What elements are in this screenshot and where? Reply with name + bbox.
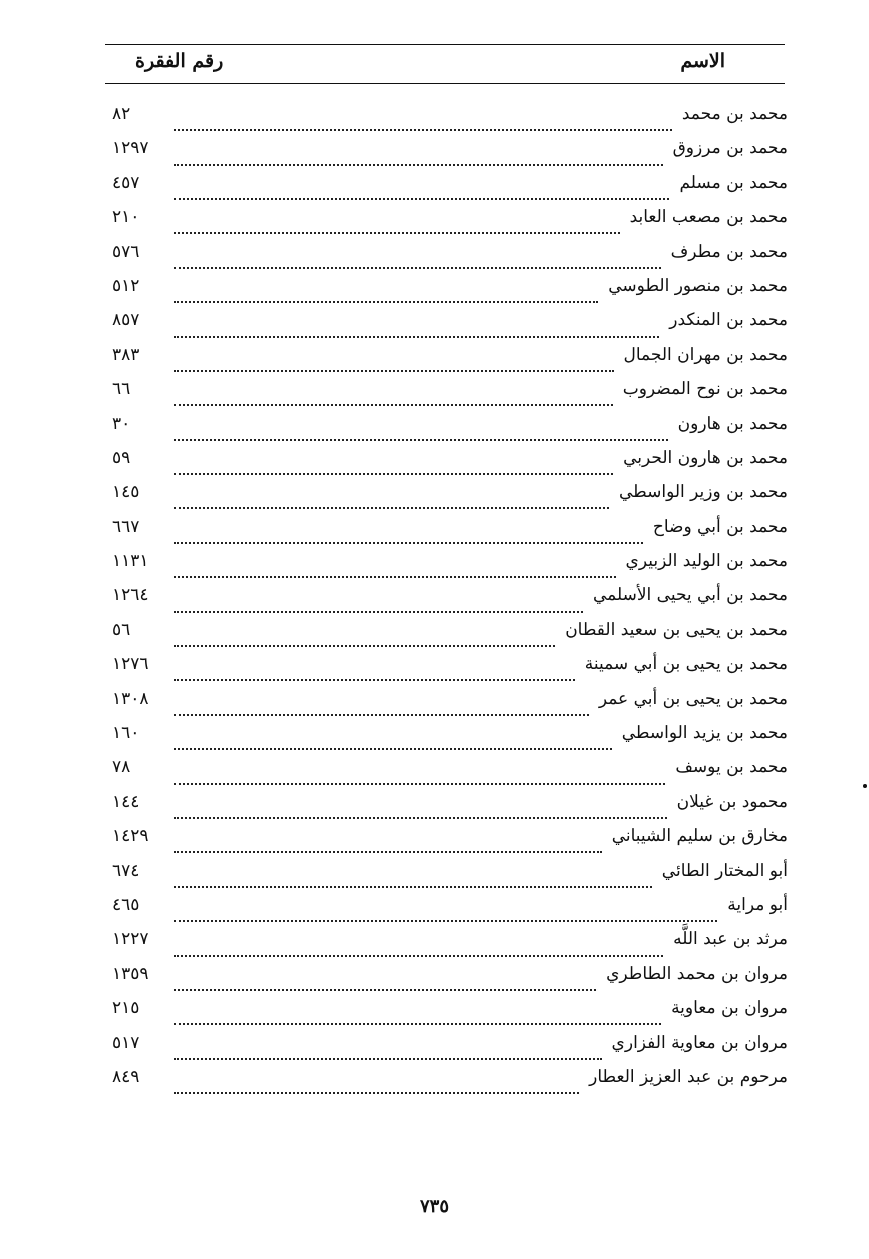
- entry-name: محمد بن هارون الحربي: [623, 447, 788, 468]
- entry-name: محمد بن نوح المضروب: [622, 379, 788, 400]
- entry-name: أبو المختار الطائي: [661, 860, 788, 881]
- dot-leader: [174, 669, 575, 681]
- index-entry: [112, 654, 788, 688]
- dot-leader: [174, 291, 598, 303]
- index-entry: [112, 620, 788, 654]
- index-entry: [112, 345, 788, 379]
- index-entry: [112, 689, 788, 723]
- entry-paragraph-number: ٣٠: [112, 413, 131, 434]
- entry-paragraph-number: ٨٤٩: [112, 1066, 140, 1087]
- entry-paragraph-number: ٨٢: [112, 104, 131, 124]
- entry-name: محمد بن المنكدر: [669, 310, 788, 331]
- entry-name: مروان بن معاوية الفزاري: [611, 1032, 788, 1053]
- entry-name: مرثد بن عبد اللَّه: [673, 929, 788, 950]
- entry-paragraph-number: ١٣٥٩: [112, 963, 149, 984]
- dot-leader: [174, 738, 612, 750]
- entry-name: محمد بن يحيى بن أبي سمينة: [584, 654, 788, 675]
- entry-name: محمد بن يحيى بن سعيد القطان: [565, 619, 788, 640]
- dot-leader: [174, 532, 643, 544]
- dot-leader: [174, 222, 620, 234]
- entry-paragraph-number: ٣٨٣: [112, 344, 140, 365]
- entry-paragraph-number: ١٢٩٧: [112, 138, 149, 159]
- dot-leader: [174, 876, 652, 888]
- entry-name: مروان بن معاوية: [671, 998, 788, 1019]
- entry-name: محمد بن الوليد الزبيري: [625, 551, 788, 572]
- margin-mark: [863, 784, 867, 788]
- index-entries: [112, 104, 788, 1101]
- entry-paragraph-number: ٥١٧: [112, 1032, 140, 1053]
- entry-name: أبو مراية: [727, 894, 788, 915]
- entry-paragraph-number: ٢١٠: [112, 207, 140, 228]
- dot-leader: [174, 910, 717, 922]
- entry-name: محمد بن وزير الواسطي: [618, 482, 788, 503]
- entry-name: محمد بن مطرف: [670, 241, 788, 262]
- entry-name: محمود بن غيلان: [676, 791, 788, 812]
- entry-name: محمد بن أبي يحيى الأسلمي: [592, 585, 788, 606]
- page-number: ٧٣٥: [419, 1196, 449, 1217]
- index-entry: [112, 482, 788, 516]
- index-entry: [112, 414, 788, 448]
- index-entry: [112, 757, 788, 791]
- dot-leader: [174, 807, 667, 819]
- entry-paragraph-number: ٦٧٤: [112, 860, 140, 881]
- dot-leader: [174, 1013, 661, 1025]
- entry-paragraph-number: ١٤٢٩: [112, 826, 149, 847]
- table-header: [105, 50, 785, 78]
- entry-paragraph-number: ٢١٥: [112, 998, 140, 1019]
- dot-leader: [174, 257, 661, 269]
- index-entry: [112, 517, 788, 551]
- dot-leader: [174, 1082, 579, 1094]
- dot-leader: [174, 429, 668, 441]
- dot-leader: [174, 463, 613, 475]
- index-entry: [112, 792, 788, 826]
- name-column-heading: الاسم: [680, 50, 725, 72]
- entry-name: محمد بن يزيد الواسطي: [621, 723, 788, 744]
- index-entry: [112, 929, 788, 963]
- dot-leader: [174, 326, 659, 338]
- entry-paragraph-number: ٥١٢: [112, 275, 140, 296]
- entry-paragraph-number: ٤٦٥: [112, 894, 140, 915]
- entry-paragraph-number: ٤٥٧: [112, 172, 140, 193]
- index-entry: [112, 379, 788, 413]
- entry-paragraph-number: ١١٣١: [112, 551, 149, 572]
- entry-name: مخارق بن سليم الشيباني: [611, 826, 788, 847]
- entry-name: محمد بن مهران الجمال: [623, 344, 788, 365]
- entry-name: محمد بن منصور الطوسي: [608, 275, 788, 296]
- entry-paragraph-number: ٦٦٧: [112, 516, 140, 537]
- entry-paragraph-number: ٥٦: [112, 619, 131, 640]
- index-entry: [112, 173, 788, 207]
- dot-leader: [174, 635, 555, 647]
- dot-leader: [174, 188, 669, 200]
- dot-leader: [174, 601, 583, 613]
- index-entry: [112, 207, 788, 241]
- index-entry: [112, 551, 788, 585]
- dot-leader: [174, 566, 616, 578]
- entry-name: مرحوم بن عبد العزيز العطار: [589, 1066, 788, 1087]
- dot-leader: [174, 154, 663, 166]
- dot-leader: [174, 1048, 602, 1060]
- entry-name: محمد بن يوسف: [675, 757, 788, 778]
- dot-leader: [174, 704, 589, 716]
- header-bottom-rule: [105, 83, 785, 84]
- dot-leader: [174, 841, 602, 853]
- entry-paragraph-number: ١٣٠٨: [112, 688, 149, 709]
- number-column-heading: رقم الفقرة: [135, 50, 224, 72]
- entry-paragraph-number: ٥٧٦: [112, 241, 140, 262]
- dot-leader: [174, 773, 665, 785]
- index-entry: [112, 964, 788, 998]
- index-entry: [112, 861, 788, 895]
- entry-name: محمد بن يحيى بن أبي عمر: [598, 688, 788, 709]
- dot-leader: [174, 394, 613, 406]
- index-entry: [112, 276, 788, 310]
- entry-paragraph-number: ٦٦: [112, 379, 131, 400]
- dot-leader: [174, 497, 609, 509]
- entry-paragraph-number: ١٢٢٧: [112, 929, 149, 950]
- index-entry: [112, 1033, 788, 1067]
- index-entry: [112, 826, 788, 860]
- entry-paragraph-number: ١٦٠: [112, 723, 140, 744]
- entry-paragraph-number: ١٤٥: [112, 482, 140, 503]
- header-top-rule: [105, 44, 785, 45]
- dot-leader: [174, 979, 596, 991]
- entry-name: مروان بن محمد الطاطري: [606, 963, 788, 984]
- entry-name: محمد بن أبي وضاح: [652, 516, 788, 537]
- entry-name: محمد بن مرزوق: [672, 138, 788, 159]
- index-entry: [112, 1067, 788, 1101]
- index-entry: [112, 723, 788, 757]
- entry-paragraph-number: ٥٩: [112, 447, 131, 468]
- index-entry: [112, 242, 788, 276]
- index-entry: [112, 998, 788, 1032]
- index-entry: [112, 448, 788, 482]
- index-entry: [112, 895, 788, 929]
- entry-paragraph-number: ٧٨: [112, 757, 131, 778]
- index-entry: [112, 138, 788, 172]
- entry-paragraph-number: ١٢٦٤: [112, 585, 149, 606]
- index-entry: [112, 310, 788, 344]
- dot-leader: [174, 945, 663, 957]
- entry-paragraph-number: ٨٥٧: [112, 310, 140, 331]
- dot-leader: [174, 119, 672, 131]
- entry-name: محمد بن هارون: [677, 413, 788, 434]
- index-entry: [112, 104, 788, 138]
- entry-name: محمد بن مصعب العابد: [629, 207, 788, 228]
- index-entry: [112, 585, 788, 619]
- dot-leader: [174, 360, 614, 372]
- entry-paragraph-number: ١٢٧٦: [112, 654, 149, 675]
- entry-paragraph-number: ١٤٤: [112, 791, 140, 812]
- entry-name: محمد بن محمد: [681, 104, 788, 124]
- entry-name: محمد بن مسلم: [679, 172, 788, 193]
